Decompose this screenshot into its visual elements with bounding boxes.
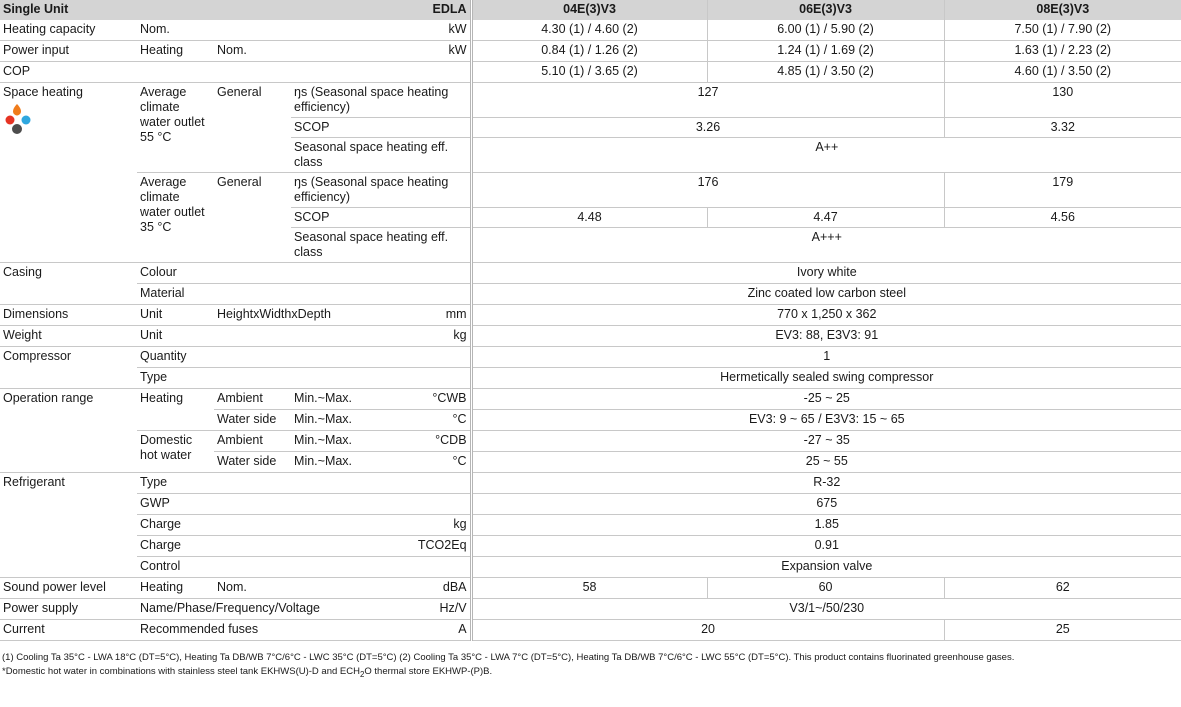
sh35-ns-value-a: 176	[471, 173, 944, 208]
ref-charge-tco2-label: Charge	[140, 538, 181, 552]
power-supply-label: Power supply	[0, 599, 137, 620]
power-input-unit: kW	[291, 41, 471, 62]
petal-right	[22, 116, 31, 125]
row-casing-colour	[0, 263, 1181, 284]
footnote-2-post: O thermal store EKHWP-(P)B.	[364, 666, 493, 677]
petal-left	[6, 116, 15, 125]
weight-sub: Unit	[137, 326, 214, 347]
row-casing-material	[0, 284, 1181, 305]
sound-power-sub: Heating	[137, 578, 214, 599]
weight-label: Weight	[0, 326, 137, 347]
current-sub: Recommended fuses	[140, 622, 259, 636]
power-input-label: Power input	[0, 41, 137, 62]
sound-power-value-1: 58	[471, 578, 707, 599]
op-d-ambient-unit: °CDB	[435, 433, 467, 447]
row-power-supply	[0, 599, 1181, 620]
sound-power-label: Sound power level	[0, 578, 137, 599]
sh55-class-value: A++	[471, 138, 1181, 173]
row-ref-gwp	[0, 494, 1181, 515]
power-supply-unit: Hz/V	[439, 601, 467, 615]
current-value-b: 25	[944, 620, 1181, 641]
compressor-qty-value: 1	[471, 347, 1181, 368]
sound-power-value-2: 60	[707, 578, 944, 599]
ref-control-label: Control	[137, 557, 471, 578]
ref-charge-kg-cell	[137, 515, 471, 536]
footnote-2-pre: *Domestic hot water in combinations with stainless steel tank EKHWS(U)-D and ECH	[2, 666, 360, 677]
sound-power-value-3: 62	[944, 578, 1181, 599]
casing-colour-label: Colour	[137, 263, 471, 284]
row-ref-charge-tco2	[0, 536, 1181, 557]
power-supply-sub: Name/Phase/Frequency/Voltage	[140, 601, 320, 615]
dimensions-label: Dimensions	[0, 305, 137, 326]
weight-value: EV3: 88, E3V3: 91	[471, 326, 1181, 347]
power-supply-value: V3/1~/50/230	[471, 599, 1181, 620]
compressor-qty-label: Quantity	[137, 347, 471, 368]
refrigerant-label: Refrigerant	[0, 473, 137, 578]
op-h-ambient-minmax: Min.~Max.	[294, 391, 353, 405]
ref-gwp-value: 675	[471, 494, 1181, 515]
sh55-scop-label: SCOP	[291, 118, 471, 138]
sh35-scop-label: SCOP	[291, 208, 471, 228]
footnote-2	[2, 665, 1181, 682]
current-cell	[137, 620, 471, 641]
op-h-water-value: EV3: 9 ~ 65 / E3V3: 15 ~ 65	[471, 410, 1181, 431]
op-heating-label: Heating	[140, 391, 184, 405]
ref-gwp-label: GWP	[137, 494, 471, 515]
header-title: Single Unit	[0, 0, 291, 20]
compressor-type-label: Type	[137, 368, 471, 389]
heating-capacity-sub: Nom.	[137, 20, 291, 41]
sound-power-sub2: Nom.	[217, 580, 247, 594]
sh35-class-value: A+++	[471, 228, 1181, 263]
sound-power-unit: dBA	[442, 580, 467, 594]
ref-type-value: R-32	[471, 473, 1181, 494]
ref-charge-kg-value: 1.85	[471, 515, 1181, 536]
dimensions-value: 770 x 1,250 x 362	[471, 305, 1181, 326]
dimensions-unit: mm	[445, 307, 467, 321]
current-label: Current	[0, 620, 137, 641]
op-range-label: Operation range	[0, 389, 137, 473]
ref-type-label: Type	[137, 473, 471, 494]
op-d-ambient-cell	[291, 431, 471, 452]
row-op-h-ambient	[0, 389, 1181, 410]
op-d-water-unit: °C	[452, 454, 467, 468]
row-sound-power	[0, 578, 1181, 599]
header-model-1: 04E(3)V3	[471, 0, 707, 20]
row-weight	[0, 326, 1181, 347]
footnote-1: (1) Cooling Ta 35°C - LWA 18°C (DT=5°C), Heating Ta DB/WB 7°C/6°C - LWC 35°C (DT=5°C) (2) Cooling Ta 35°C - LWA 7°C (DT=5°C), Heating Ta DB/WB 7°C/6°C - LWC 55°C (DT=5°C). This product contains fluorinated greenhouse gases.	[2, 652, 1015, 663]
cop-label: COP	[0, 62, 471, 83]
row-ref-control	[0, 557, 1181, 578]
sh35-ns-value-b: 179	[944, 173, 1181, 208]
sh55-class-label: Seasonal space heating eff. class	[291, 138, 471, 173]
row-current	[0, 620, 1181, 641]
row-dimensions	[0, 305, 1181, 326]
op-d-water-cell	[291, 452, 471, 473]
sh55-general: General	[214, 83, 291, 173]
sh35-class-label: Seasonal space heating eff. class	[291, 228, 471, 263]
op-d-ambient-value: -27 ~ 35	[471, 431, 1181, 452]
power-input-value-3: 1.63 (1) / 2.23 (2)	[944, 41, 1181, 62]
dimensions-unit-cell	[214, 305, 471, 326]
op-d-ambient-minmax: Min.~Max.	[294, 433, 353, 447]
sh35-ns-label: ŋs (Seasonal space heating efficiency)	[291, 173, 471, 208]
ref-charge-kg-label: Charge	[140, 517, 181, 531]
op-h-water-unit: °C	[452, 412, 467, 426]
power-input-sub: Heating	[137, 41, 214, 62]
header-row	[0, 0, 1181, 20]
heating-capacity-value-1: 4.30 (1) / 4.60 (2)	[471, 20, 707, 41]
op-h-water-cell	[291, 410, 471, 431]
heating-capacity-value-2: 6.00 (1) / 5.90 (2)	[707, 20, 944, 41]
op-h-ambient-cell	[291, 389, 471, 410]
sh55-ns-value-a: 127	[471, 83, 944, 118]
cop-value-1: 5.10 (1) / 3.65 (2)	[471, 62, 707, 83]
heating-capacity-value-3: 7.50 (1) / 7.90 (2)	[944, 20, 1181, 41]
footnote-2-sub: 2	[359, 669, 365, 679]
row-sh55-ns	[0, 83, 1181, 118]
sh55-scop-value-b: 3.32	[944, 118, 1181, 138]
op-dhw-label: Domestic hot water	[137, 431, 214, 473]
header-model-2: 06E(3)V3	[707, 0, 944, 20]
power-supply-cell	[137, 599, 471, 620]
compressor-type-value: Hermetically sealed swing compressor	[471, 368, 1181, 389]
sh35-scop-value-3: 4.56	[944, 208, 1181, 228]
power-input-value-2: 1.24 (1) / 1.69 (2)	[707, 41, 944, 62]
row-power-input	[0, 41, 1181, 62]
current-value-a: 20	[471, 620, 944, 641]
sh35-general: General	[214, 173, 291, 263]
power-input-sub2: Nom.	[214, 41, 291, 62]
heating-capacity-unit: kW	[291, 20, 471, 41]
cop-value-3: 4.60 (1) / 3.50 (2)	[944, 62, 1181, 83]
row-compressor-type	[0, 368, 1181, 389]
ref-charge-tco2-unit: TCO2Eq	[417, 538, 467, 552]
op-d-water-label: Water side	[214, 452, 291, 473]
casing-colour-value: Ivory white	[471, 263, 1181, 284]
row-heating-capacity	[0, 20, 1181, 41]
petal-top	[13, 104, 21, 116]
footnotes	[0, 641, 1181, 682]
sound-power-cell	[214, 578, 471, 599]
row-cop	[0, 62, 1181, 83]
casing-material-value: Zinc coated low carbon steel	[471, 284, 1181, 305]
casing-label: Casing	[0, 263, 137, 305]
cop-value-2: 4.85 (1) / 3.50 (2)	[707, 62, 944, 83]
sh35-label: Average climate water outlet 35 °C	[137, 173, 214, 263]
space-heating-cell	[0, 83, 137, 263]
op-h-ambient-label: Ambient	[217, 391, 263, 405]
row-compressor-qty	[0, 347, 1181, 368]
sh55-ns-label: ŋs (Seasonal space heating efficiency)	[291, 83, 471, 118]
compressor-label: Compressor	[0, 347, 137, 389]
ref-charge-kg-unit: kg	[453, 517, 467, 531]
space-heating-label: Space heating	[3, 85, 83, 99]
current-unit: A	[458, 622, 467, 636]
op-h-ambient-value: -25 ~ 25	[471, 389, 1181, 410]
ref-charge-tco2-value: 0.91	[471, 536, 1181, 557]
sh55-ns-value-b: 130	[944, 83, 1181, 118]
sh55-label: Average climate water outlet 55 °C	[137, 83, 214, 173]
row-op-d-ambient	[0, 431, 1181, 452]
sh55-scop-value-a: 3.26	[471, 118, 944, 138]
sh35-scop-value-2: 4.47	[707, 208, 944, 228]
weight-unit: kg	[214, 326, 471, 347]
op-h-water-minmax: Min.~Max.	[294, 412, 353, 426]
header-model-3: 08E(3)V3	[944, 0, 1181, 20]
op-d-water-minmax: Min.~Max.	[294, 454, 353, 468]
op-h-ambient-unit: °CWB	[432, 391, 467, 405]
heating-capacity-label: Heating capacity	[0, 20, 137, 41]
dimensions-sub: Unit	[137, 305, 214, 326]
row-ref-type	[0, 473, 1181, 494]
ref-control-value: Expansion valve	[471, 557, 1181, 578]
petal-bottom	[12, 124, 22, 134]
row-sh35-ns	[0, 173, 1181, 208]
op-d-water-value: 25 ~ 55	[471, 452, 1181, 473]
four-petal-heat-icon	[3, 102, 35, 138]
op-h-water-label: Water side	[214, 410, 291, 431]
sh35-scop-value-1: 4.48	[471, 208, 707, 228]
op-d-ambient-label: Ambient	[214, 431, 291, 452]
dimensions-sub2: HeightxWidthxDepth	[217, 307, 331, 321]
power-input-value-1: 0.84 (1) / 1.26 (2)	[471, 41, 707, 62]
header-series: EDLA	[291, 0, 471, 20]
row-ref-charge-kg	[0, 515, 1181, 536]
ref-charge-tco2-cell	[137, 536, 471, 557]
casing-material-label: Material	[137, 284, 471, 305]
